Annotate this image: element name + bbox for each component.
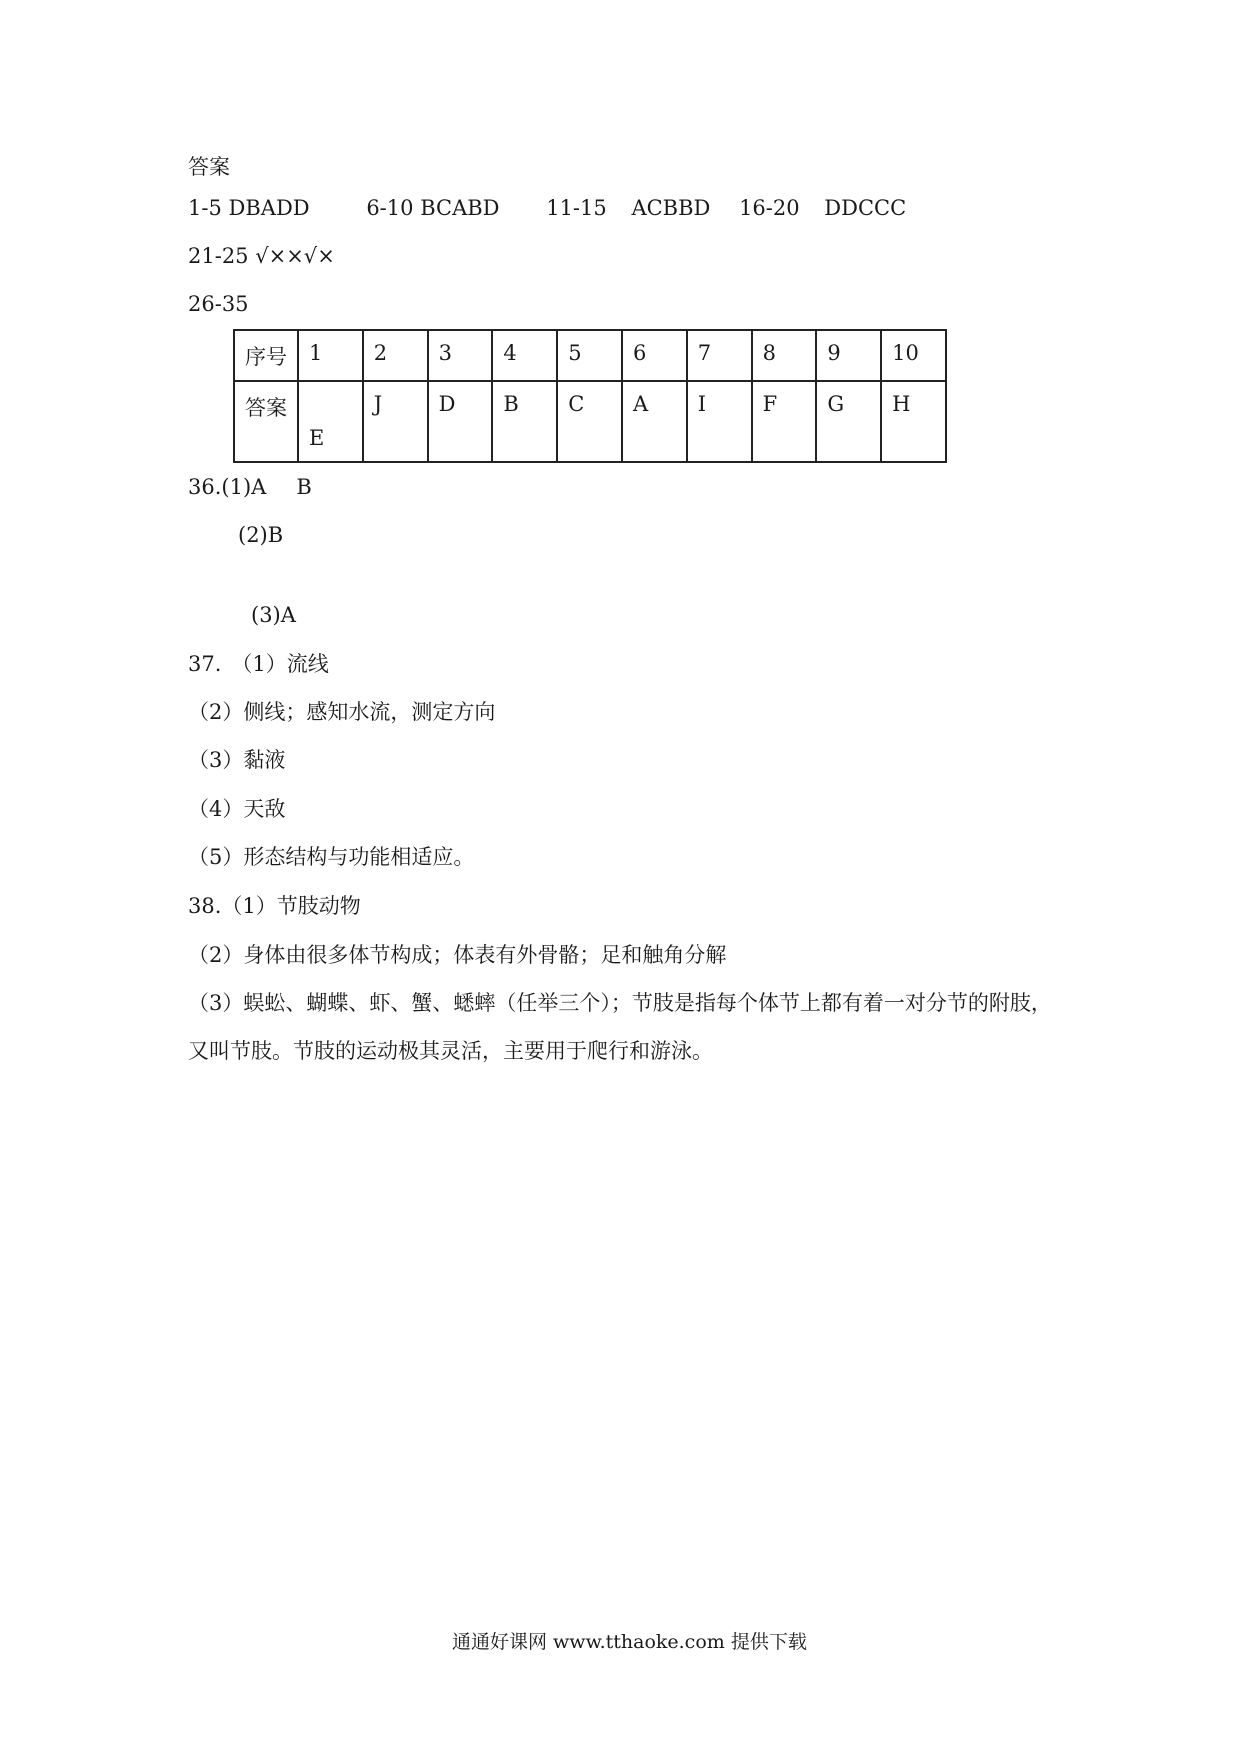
q36-part-1: (1)A xyxy=(221,475,267,499)
table-cell-answer: J xyxy=(363,381,428,462)
matching-answer-table xyxy=(233,329,947,463)
footer-source: 通通好课网 www.tthaoke.com 提供下载 xyxy=(452,1631,807,1653)
table-row-answers xyxy=(234,381,946,462)
q38-label: 38. xyxy=(188,894,222,918)
tf-answers: √××√× xyxy=(255,244,335,268)
q37-label: 37. xyxy=(188,652,222,676)
mc-range-1: 1-5 xyxy=(188,196,222,220)
mc-answers-3: ACBBD xyxy=(631,196,711,220)
table-cell-answer: H xyxy=(881,381,946,462)
table-cell-answer: B xyxy=(492,381,557,462)
q37-part-3: （3）黏液 xyxy=(188,748,286,772)
q36-part-2: (2)B xyxy=(238,523,284,547)
mc-answers-1: DBADD xyxy=(228,196,310,220)
tf-answers-row xyxy=(188,246,335,267)
q37-part-2: （2）侧线；感知水流，测定方向 xyxy=(188,700,496,724)
table-cell-answer: F xyxy=(752,381,817,462)
table-cell-number: 8 xyxy=(752,330,817,381)
q37-part-4: （4）天敌 xyxy=(188,797,286,821)
q36-part-1b: B xyxy=(296,475,312,499)
q38-part-2: （2）身体由很多体节构成；体表有外骨骼；足和触角分解 xyxy=(188,943,727,967)
table-header-number: 序号 xyxy=(234,330,298,381)
q38-part-3-continued: 又叫节肢。节肢的运动极其灵活，主要用于爬行和游泳。 xyxy=(188,1039,713,1063)
table-cell-number: 6 xyxy=(622,330,687,381)
mc-range-3: 11-15 xyxy=(546,196,607,220)
table-cell-number: 9 xyxy=(816,330,881,381)
table-cell-answer: D xyxy=(428,381,493,462)
table-cell-answer: A xyxy=(622,381,687,462)
q38-part-3: （3）蜈蚣、蝴蝶、虾、蟹、蟋蟀（任举三个）；节肢是指每个体节上都有着一对分节的附肢， xyxy=(188,991,1052,1015)
q36-label: 36. xyxy=(188,475,222,499)
q37-part-5: （5）形态结构与功能相适应。 xyxy=(188,845,475,869)
mc-answers-4: DDCCC xyxy=(824,196,907,220)
q36-part-3: (3)A xyxy=(251,603,296,627)
table-cell-number: 5 xyxy=(557,330,622,381)
q37-line-1 xyxy=(188,654,329,675)
table-header-answer: 答案 xyxy=(234,381,298,462)
table-cell-number: 7 xyxy=(687,330,752,381)
q36-line-1 xyxy=(188,477,312,498)
table-cell-answer: G xyxy=(816,381,881,462)
table-cell-answer: C xyxy=(557,381,622,462)
table-cell-number: 1 xyxy=(298,330,363,381)
mc-range-4: 16-20 xyxy=(739,196,800,220)
mc-answers-row xyxy=(188,198,906,219)
table-cell-number: 3 xyxy=(428,330,493,381)
section-title: 答案 xyxy=(188,155,230,179)
table-cell-answer xyxy=(298,381,363,462)
mc-answers-2: BCABD xyxy=(420,196,500,220)
tf-range: 21-25 xyxy=(188,244,249,268)
table-cell-answer-text: E xyxy=(309,425,325,450)
mc-range-2: 6-10 xyxy=(366,196,414,220)
table-cell-number: 2 xyxy=(363,330,428,381)
match-range: 26-35 xyxy=(188,292,249,316)
table-row-numbers xyxy=(234,330,946,381)
q38-line-1 xyxy=(188,896,361,917)
table-cell-number: 4 xyxy=(492,330,557,381)
q38-part-1: （1）节肢动物 xyxy=(221,894,361,918)
q37-part-1: （1）流线 xyxy=(231,652,329,676)
table-cell-answer: I xyxy=(687,381,752,462)
table-cell-number: 10 xyxy=(881,330,946,381)
